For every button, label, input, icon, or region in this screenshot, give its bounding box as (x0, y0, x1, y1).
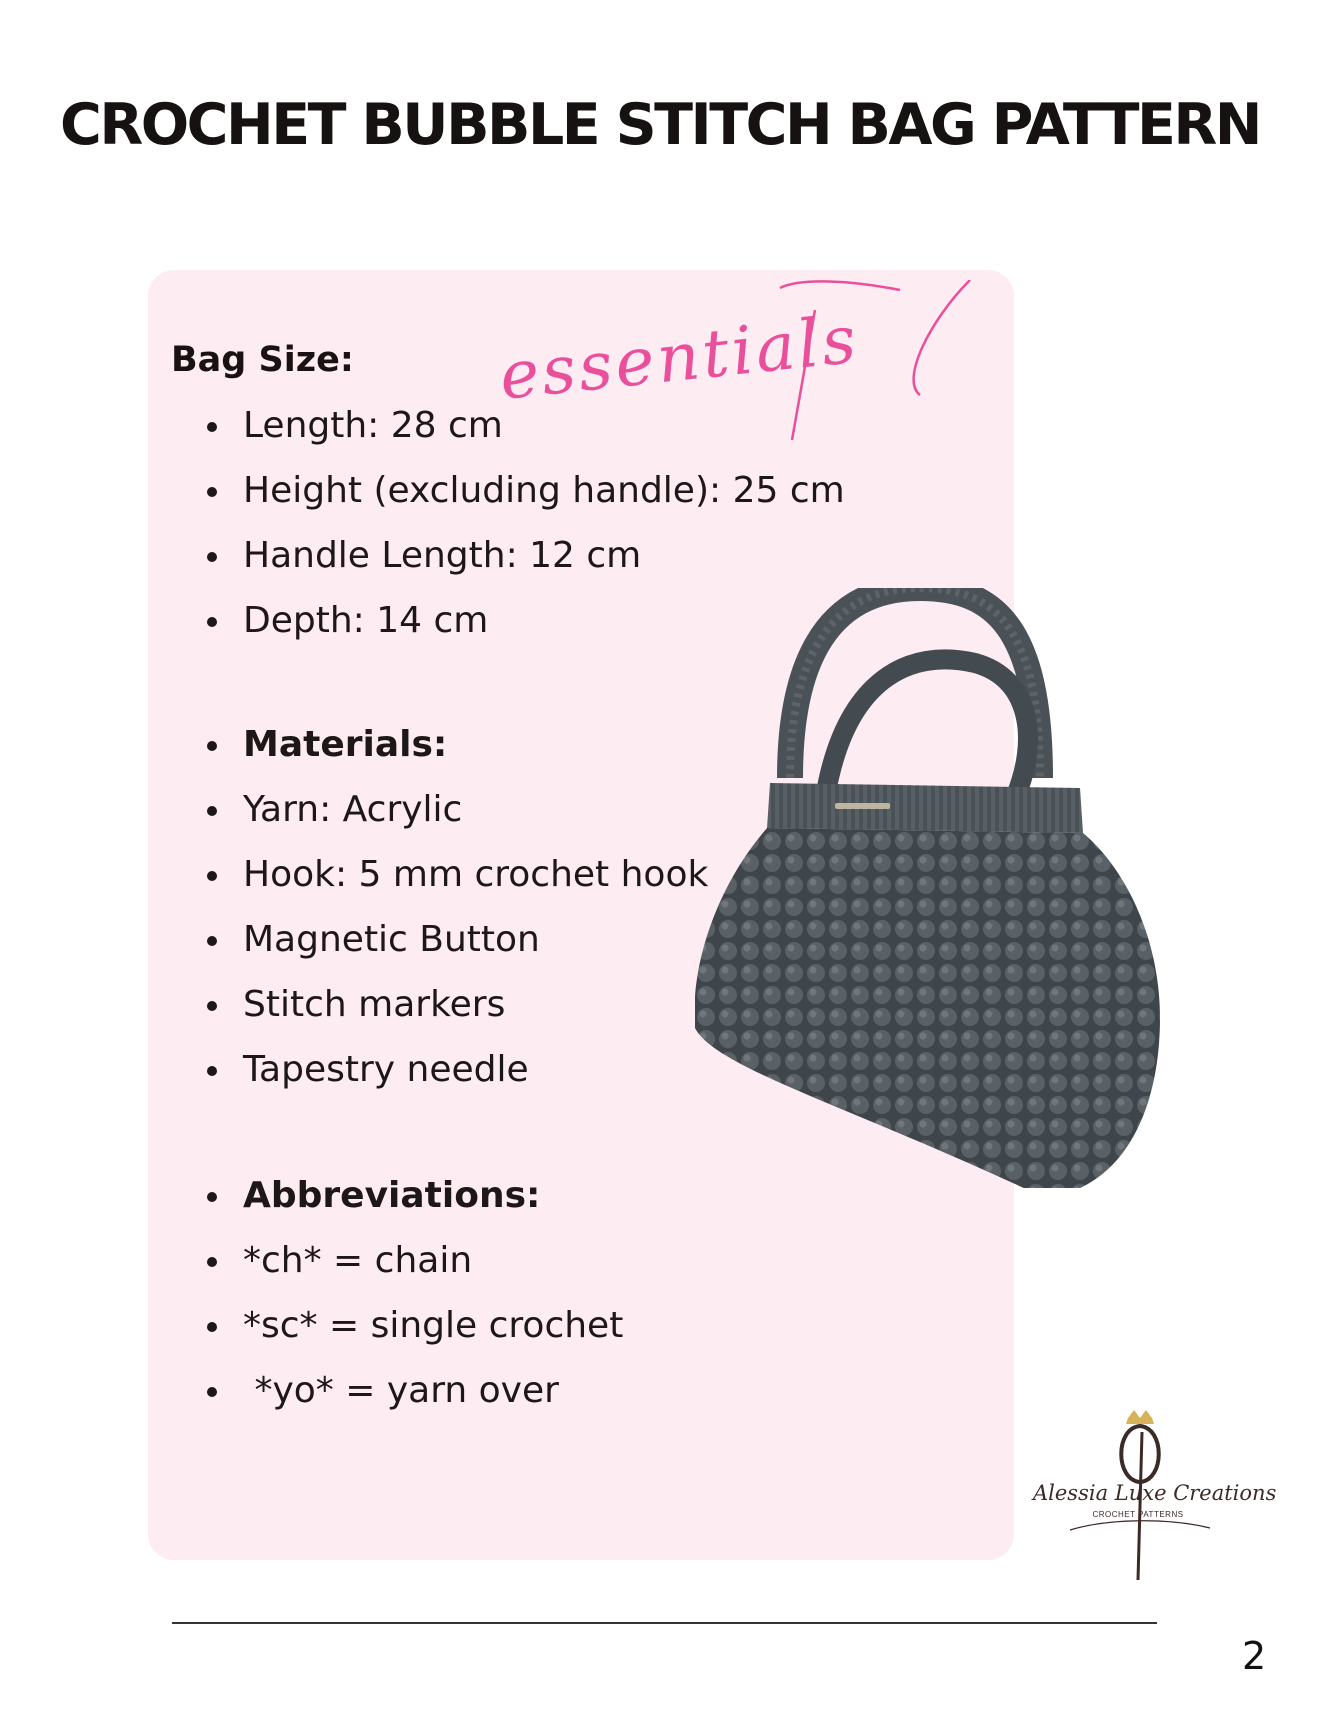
abbreviations-heading: Abbreviations: (195, 1163, 755, 1228)
list-item: *yo* = yarn over (195, 1358, 755, 1423)
abbreviations-list (195, 1163, 755, 1423)
list-item: Yarn: Acrylic (195, 777, 755, 842)
logo-subtitle: CROCHET PATTERNS (1092, 1510, 1184, 1519)
list-item: Magnetic Button (195, 907, 755, 972)
bag-size-list (195, 393, 845, 653)
crochet-bag-image (695, 588, 1180, 1188)
list-item: Depth: 14 cm (195, 588, 755, 653)
list-item: Height (excluding handle): 25 cm (195, 458, 755, 523)
list-item: Handle Length: 12 cm (195, 523, 755, 588)
bag-size-heading: Bag Size: (171, 340, 354, 380)
list-item: Tapestry needle (195, 1037, 755, 1102)
list-item: *ch* = chain (195, 1228, 755, 1293)
essentials-word: essentials (495, 300, 863, 415)
footer-divider (172, 1622, 1157, 1624)
materials-heading: Materials: (195, 712, 755, 777)
list-item: Hook: 5 mm crochet hook (195, 842, 755, 907)
list-item: *sc* = single crochet (195, 1293, 755, 1358)
page-number: 2 (1242, 1634, 1267, 1678)
logo-name: Alessia Luxe Creations (1033, 1481, 1277, 1505)
page-title: CROCHET BUBBLE STITCH BAG PATTERN (59, 92, 1261, 158)
materials-list (195, 712, 755, 1102)
list-item: Length: 28 cm (195, 393, 755, 458)
list-item: Stitch markers (195, 972, 755, 1037)
